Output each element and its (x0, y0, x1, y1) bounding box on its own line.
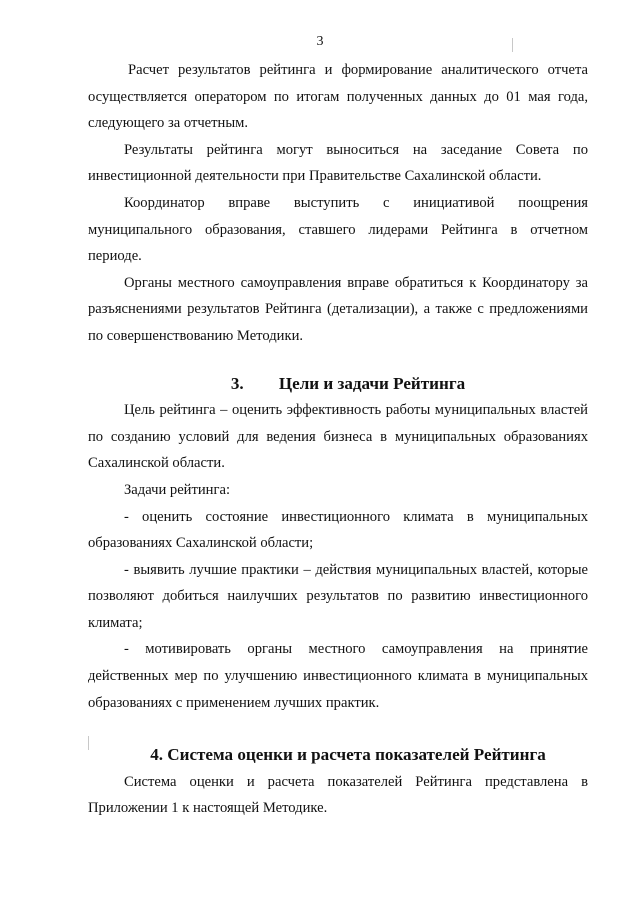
scan-artifact-line (88, 736, 89, 750)
task-item: - выявить лучшие практики – действия муниципальных властей, которые позволяют добиться наилучших результатов по развитию инвестиционного климата; (88, 561, 588, 631)
page-number: 3 (316, 34, 324, 49)
task-item: - оценить состояние инвестиционного климата в муниципальных образованиях Сахалинской области; (88, 508, 588, 552)
section-4-heading: 4. Система оценки и расчета показателей Рейтинга (150, 745, 546, 765)
scan-artifact-line (512, 38, 513, 52)
section-3-number: 3. (230, 373, 244, 393)
section-3-title: Цели и задачи Рейтинга (278, 373, 466, 393)
paragraph-coordinator-initiative: Координатор вправе выступить с инициативой поощрения муниципального образования, ставшего лидерами Рейтинга в отчетном периоде. (88, 194, 588, 265)
paragraph-evaluation-system: Система оценки и расчета показателей Рейтинга представлена в Приложении 1 к настоящей Методике. (88, 773, 588, 817)
paragraph-tasks-label: Задачи рейтинга: (124, 481, 231, 498)
document-body (88, 57, 588, 822)
task-item: - мотивировать органы местного самоуправления на принятие действенных мер по улучшению инвестиционного климата в муниципальных образованиях с применением лучших практик. (88, 641, 588, 711)
paragraph-local-government-appeal: Органы местного самоуправления вправе обратиться к Координатору за разъяснениями результатов Рейтинга (детализации), а также с предложениями по совершенствованию Методики. (88, 274, 588, 344)
paragraph-rating-calculation: Расчет результатов рейтинга и формирование аналитического отчета осуществляется оператором по итогам полученных данных до 01 мая года, следующего за отчетным. (88, 62, 588, 132)
section-3-heading (88, 371, 588, 398)
paragraph-rating-results-council: Результаты рейтинга могут выноситься на заседание Совета по инвестиционной деятельности при Правительстве Сахалинской области. (88, 141, 588, 185)
paragraph-rating-goal: Цель рейтинга – оценить эффективность работы муниципальных властей по созданию условий для ведения бизнеса в муниципальных образованиях Сахалинской области. (88, 402, 588, 472)
